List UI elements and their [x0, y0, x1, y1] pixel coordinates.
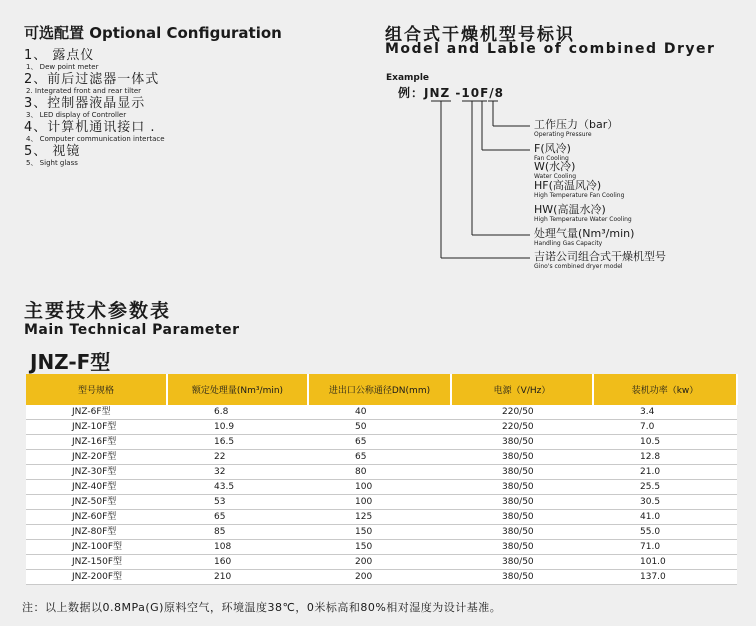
series-title: JNZ-F型	[30, 350, 111, 374]
list-item	[24, 49, 165, 73]
parameter-table	[26, 374, 738, 585]
table-cell: 85	[167, 525, 308, 540]
label-fan-cooling: F(风冷) Fan Cooling	[534, 142, 571, 162]
table-row	[26, 435, 737, 450]
table-cell: 65	[308, 450, 451, 465]
label-handling-capacity: 处理气量(Nm³/min) Handling Gas Capacity	[534, 227, 635, 247]
table-cell: 380/50	[451, 570, 593, 585]
option-label: 3、控制器液晶显示	[24, 96, 146, 111]
table-cell: 10.9	[167, 420, 308, 435]
option-label: 1、 露点仪	[24, 48, 95, 63]
table-cell: 12.8	[593, 450, 737, 465]
table-cell: 53	[167, 495, 308, 510]
table-cell: 150	[308, 525, 451, 540]
table-row	[26, 420, 737, 435]
list-item	[24, 121, 165, 145]
example-code: 例：JNZ -10F/8	[398, 86, 504, 100]
table-cell: 101.0	[593, 555, 737, 570]
option-sublabel: 2. Integrated front and rear tilter	[26, 87, 142, 95]
table-cell: JNZ-40F型	[26, 480, 167, 495]
table-cell: 43.5	[167, 480, 308, 495]
optional-config-list	[24, 49, 165, 169]
table-header-row	[26, 374, 737, 405]
table-row	[26, 570, 737, 585]
model-diagram-lines	[420, 98, 540, 268]
table-row	[26, 495, 737, 510]
option-label: 2、前后过滤器一体式	[24, 72, 160, 87]
table-row	[26, 510, 737, 525]
option-label: 4、计算机通讯接口 .	[24, 120, 156, 135]
table-cell: JNZ-10F型	[26, 420, 167, 435]
table-cell: 108	[167, 540, 308, 555]
table-cell: 137.0	[593, 570, 737, 585]
option-sublabel: 4、 Computer communication intertace	[26, 135, 165, 143]
table-cell: JNZ-30F型	[26, 465, 167, 480]
list-item	[24, 145, 165, 169]
table-cell: 380/50	[451, 525, 593, 540]
table-row	[26, 555, 737, 570]
column-header: 装机功率（kw）	[593, 374, 737, 405]
option-sublabel: 1、 Dew point meter	[26, 63, 99, 71]
column-header: 型号规格	[26, 374, 167, 405]
table-cell: JNZ-200F型	[26, 570, 167, 585]
table-cell: 210	[167, 570, 308, 585]
table-cell: 16.5	[167, 435, 308, 450]
column-header: 额定处理量(Nm³/min)	[167, 374, 308, 405]
table-cell: 50	[308, 420, 451, 435]
table-cell: JNZ-100F型	[26, 540, 167, 555]
table-cell: 380/50	[451, 480, 593, 495]
table-cell: JNZ-6F型	[26, 405, 167, 420]
table-cell: 25.5	[593, 480, 737, 495]
column-header: 电源（V/Hz）	[451, 374, 593, 405]
table-cell: 3.4	[593, 405, 737, 420]
table-cell: 200	[308, 555, 451, 570]
column-header: 进出口公称通径DN(mm)	[308, 374, 451, 405]
table-cell: 71.0	[593, 540, 737, 555]
params-title-en: Main Technical Parameter	[24, 322, 240, 338]
list-item	[24, 97, 165, 121]
table-cell: 380/50	[451, 555, 593, 570]
table-row	[26, 525, 737, 540]
footnote: 注：以上数据以0.8MPa(G)原料空气，环境温度38℃，0米标高和80%相对湿度为设计基准。	[22, 601, 502, 614]
table-cell: 150	[308, 540, 451, 555]
table-cell: 40	[308, 405, 451, 420]
optional-config-title: 可选配置 Optional Configuration	[24, 24, 282, 42]
table-row	[26, 480, 737, 495]
list-item	[24, 73, 165, 97]
table-cell: JNZ-80F型	[26, 525, 167, 540]
table-cell: JNZ-16F型	[26, 435, 167, 450]
table-cell: 100	[308, 480, 451, 495]
table-cell: 55.0	[593, 525, 737, 540]
table-row	[26, 465, 737, 480]
option-label: 5、 视镜	[24, 144, 81, 159]
table-cell: 41.0	[593, 510, 737, 525]
model-title-cn: 组合式干燥机型号标识	[385, 25, 575, 45]
table-cell: 380/50	[451, 540, 593, 555]
table-cell: JNZ-60F型	[26, 510, 167, 525]
table-cell: 220/50	[451, 405, 593, 420]
table-cell: 30.5	[593, 495, 737, 510]
table-cell: 125	[308, 510, 451, 525]
table-cell: JNZ-20F型	[26, 450, 167, 465]
table-cell: 6.8	[167, 405, 308, 420]
table-cell: 200	[308, 570, 451, 585]
table-cell: 220/50	[451, 420, 593, 435]
option-sublabel: 3、 LED display of Controller	[26, 111, 127, 119]
table-cell: JNZ-50F型	[26, 495, 167, 510]
table-cell: 80	[308, 465, 451, 480]
table-row	[26, 540, 737, 555]
table-cell: 380/50	[451, 435, 593, 450]
table-cell: 100	[308, 495, 451, 510]
label-dryer-model: 吉诺公司组合式干燥机型号 Gino's combined dryer model	[534, 250, 666, 270]
table-cell: 10.5	[593, 435, 737, 450]
table-cell: 380/50	[451, 450, 593, 465]
table-cell: 160	[167, 555, 308, 570]
option-sublabel: 5、 Sight glass	[26, 159, 78, 167]
table-cell: 380/50	[451, 510, 593, 525]
label-high-temp-water-cooling: HW(高温水冷) High Temperature Water Cooling	[534, 203, 632, 223]
table-row	[26, 405, 737, 420]
example-label: Example	[386, 73, 430, 83]
table-cell: 65	[167, 510, 308, 525]
label-operating-pressure: 工作压力（bar） Operating Pressure	[534, 118, 619, 138]
table-cell: 65	[308, 435, 451, 450]
table-cell: JNZ-150F型	[26, 555, 167, 570]
table-cell: 32	[167, 465, 308, 480]
table-cell: 22	[167, 450, 308, 465]
table-cell: 380/50	[451, 495, 593, 510]
label-high-temp-fan-cooling: HF(高温风冷) High Temperature Fan Cooling	[534, 179, 625, 199]
model-title-en: Model and Lable of combined Dryer	[385, 41, 716, 57]
label-water-cooling: W(水冷) Water Cooling	[534, 160, 577, 180]
table-cell: 7.0	[593, 420, 737, 435]
table-row	[26, 450, 737, 465]
table-cell: 21.0	[593, 465, 737, 480]
params-title-cn: 主要技术参数表	[24, 300, 172, 322]
table-cell: 380/50	[451, 465, 593, 480]
